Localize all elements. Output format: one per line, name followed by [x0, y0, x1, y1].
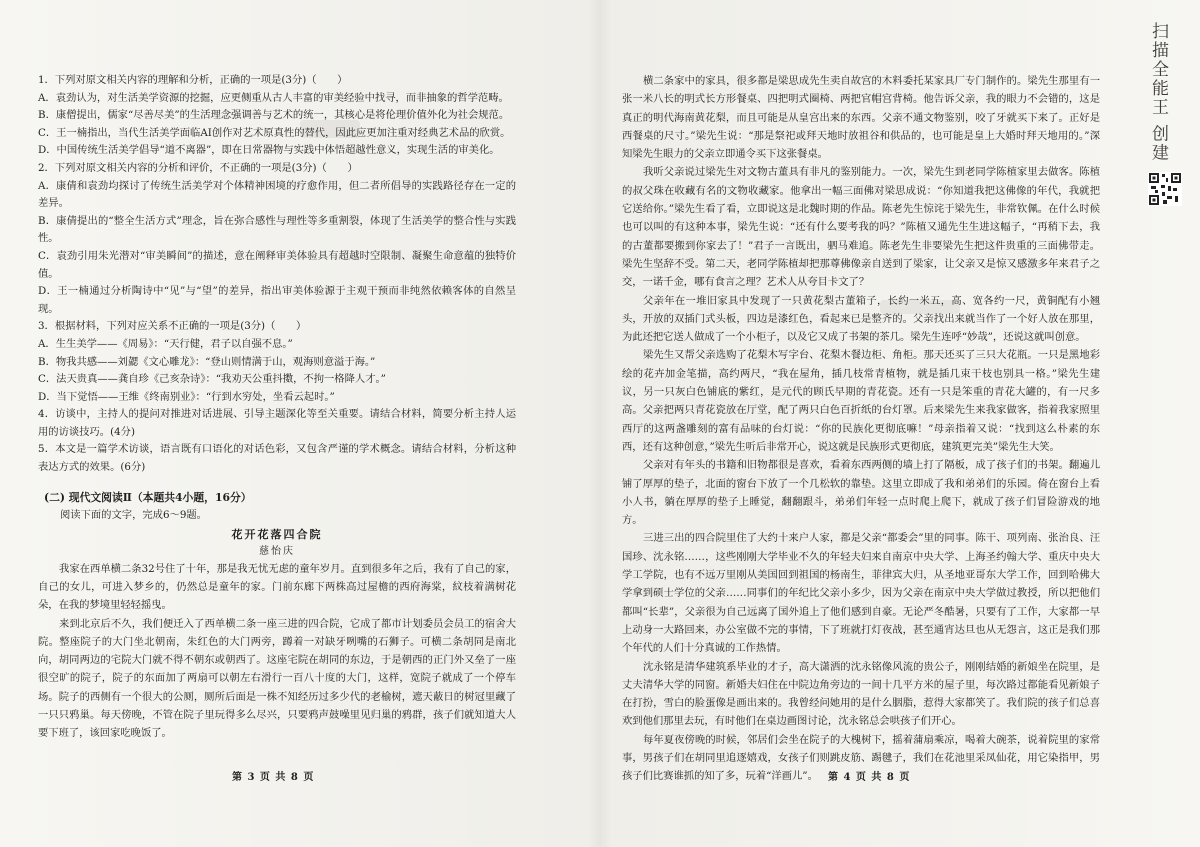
page-3	[38, 72, 516, 743]
passage-paragraph: 沈永铭是清华建筑系毕业的才子，高大潇洒的沈永铭像风流的贵公子，刚刚结婚的新娘坐在院里，是丈夫清华大学的同窗。新婚夫妇住在中院边角旁边的一间十几平方米的屋子里，每次路过都能看见新娘子在打扮，雪白的脸蛋像是画出来的。我曾经问她用的是什么胭脂，惹得大家都笑了。我们院的孩子们总喜欢到他们那里去玩，有时他们在桌边画图讨论，沈永铭总会哄孩子们开心。	[622, 660, 1100, 728]
passage-author: 慈怡庆	[259, 545, 295, 557]
question-2-option-d: D．王一楠通过分析陶诗中“见”与“望”的差异，指出审美体验源于主观干预而非纯然依赖客体的自然呈现。	[38, 285, 516, 315]
question-3-option-a: A．生生美学——《周易》：“天行健，君子以自强不息。”	[38, 337, 293, 350]
passage-title: 花开花落四合院	[231, 527, 323, 541]
question-3-option-c: C．法天贵真——龚自珍《己亥杂诗》：“我劝天公重抖擞，不拘一格降人才。”	[38, 373, 386, 386]
page-number: 第 4 页 共 8 页	[828, 772, 911, 783]
section-instruction: 阅读下面的文字，完成6～9题。	[60, 508, 207, 521]
passage-paragraph: 来到北京后不久，我们便迁入了西单横二条一座三进的四合院，它成了都市计划委员会员工的宿舍大院。整座院子的大门坐北朝南，朱红色的大门两旁，蹲着一对缺牙咧嘴的石狮子。可横二条胡同是南北向，胡同两边的宅院大门就不得不朝东或朝西了。这座宅院在胡同的东边，于是朝西的正门外又垒了一座很空旷的院子，院子的东面加了两扇可以朝左右滑行一百八十度的大门，这样，宽院子就成了一个停车场。院子的西侧有一个很大的公厕，厕所后面是一株不知经历过多少代的老榆树，遮天蔽日的树冠里藏了一只只鸦巢。每天傍晚，不管在院子里玩得多么尽兴，只要鸦声鼓噪里见归巢的鸦群，孩子们就知道大人要下班了，该回家吃晚饭了。	[38, 617, 516, 740]
question-2-stem: 2．下列对原文相关内容的分析和评价，不正确的一项是(3分)（ ）	[38, 161, 358, 174]
question-1-option-d: D．中国传统生活美学倡导“道不离器”，即在日常器物与实践中体悟超越性意义，实现生活的审美化。	[38, 144, 500, 157]
question-3-option-b: B．物我共感——刘勰《文心雕龙》：“登山则情满于山，观海则意溢于海。”	[38, 355, 376, 368]
page-number: 第 3 页 共 8 页	[232, 772, 315, 783]
question-1-option-b: B．康僧提出，儒家“尽善尽美”的生活理念强调善与艺术的统一，其核心是将伦理价值外化为社会规范。	[38, 109, 510, 122]
passage-paragraph: 我家在西单横二条32号住了十年，那是我无忧无虑的童年岁月。直到很多年之后，我有了自己的家，自己的女儿，可进入梦乡的，仍然总是童年的家。门前东廊下两株高过屋檐的西府海棠，紋枝着满树花朵，在我的梦境里轻轻摇曳。	[38, 562, 516, 612]
question-5: 5．本文是一篇学术访谈，语言既有口语化的对话色彩，又包含严谨的学术概念。请结合材料，分析这种表达方式的效果。(6分)	[38, 443, 516, 474]
question-3-option-d: D．当下觉悟——王维《终南别业》：“行到水穷处，坐看云起时。”	[38, 390, 335, 403]
question-list	[38, 72, 516, 477]
question-2-option-b: B．康倩提出的“整全生活方式”理念，旨在弥合感性与理性等多重割裂，体现了生活美学的整合性与实践性。	[38, 214, 516, 245]
question-1-stem: 1．下列对原文相关内容的理解和分析，正确的一项是(3分)（ ）	[38, 74, 348, 86]
question-1-option-a: A．袁劲认为，对生活美学资源的挖掘，应更侧重从古人丰富的审美经验中找寻，而非抽象的哲学范畴。	[38, 91, 509, 104]
question-1-option-c: C．王一楠指出，当代生活美学面临AI创作对艺术原真性的替代，因此应更加注重对经典艺术品的欣赏。	[38, 126, 511, 139]
passage-paragraph: 父亲年在一堆旧家具中发现了一只黄花梨古董箱子，长约一米五，高、宽各约一尺，黄铜配有小翘头，开放的双插门式头板，四边是漆红色，看起来已是整齐的。父亲找出来就当作了一个好人放在那里，为此还把它送人做成了一个小柜子，以及它又成了书架的茶几。梁先生连呼“妙哉”，还说这就叫创意。	[622, 294, 1100, 344]
question-2-option-a: A．康倩和袁劲均探讨了传统生活美学对个体精神困境的疗愈作用，但二者所倡导的实践路径存在一定的差异。	[38, 179, 516, 210]
section-heading: (二) 现代文阅读Ⅱ（本题共4小题，16分）	[44, 490, 252, 504]
page-4	[622, 72, 1100, 786]
question-4: 4．访谈中，主持人的提问对推进对话进展、引导主题深化等至关重要。请结合材料，简要分析主持人运用的访谈技巧。(4分)	[38, 408, 516, 438]
passage-paragraph: 父亲对有年头的书籍和旧物都很是喜欢，看着东西两侧的墙上打了隔板，成了孩子们的书架。翻遍儿铺了厚厚的垫子，北面的窗台下放了一个几松软的靠垫。这里立即成了我和弟弟们的乐园。倚在窗台上看小人书，躺在厚厚的垫子上睡觉，翻翻跟斗，弟弟们年轻一点时爬上爬下，就成了孩子们冒险游戏的地方。	[622, 459, 1100, 527]
passage-paragraph: 每年夏夜傍晚的时候，邻居们会坐在院子的大槐树下，摇着蒲扇乘凉，喝着大碗茶，说着院里的家常事，男孩子们在胡同里追逐嬉戏，女孩子们则跳皮筋、踢毽子，我们在花池里采凤仙花，用它染指甲，男孩子们比赛谁抓的知了多，玩着“洋画儿”。	[622, 733, 1100, 783]
passage-paragraph: 横二条家中的家具，很多都是梁思成先生卖自故宫的木料委托某家具厂专门制作的。梁先生那里有一张一米八长的明式长方形餐桌、四把明式圈椅、两把官帽宫背椅。他告诉父亲，我的眼力不会错的，这是真正的明代海南黄花梨，而且可能是从皇宫出来的东西。父亲不通文物鉴别，咬了牙就买下来了。正好是西餐桌的尺寸。”梁先生说：“那是祭祀或拜天地时放祖谷和供品的，也可能是皇上大婚时拜天地用的。”深知梁先生眼力的父亲立即通令买下这张餐桌。	[622, 75, 1100, 161]
qr-code-icon	[1148, 172, 1182, 206]
watermark-text: 扫描全能王 创建	[1148, 22, 1168, 163]
question-2-option-c: C．袁劲引用朱光潜对“审美瞬间”的描述，意在阐释审美体验具有超越时空限制、凝聚生命意蕴的独特价值。	[38, 249, 516, 280]
question-3-stem: 3．根据材料，下列对应关系不正确的一项是(3分)（ ）	[38, 320, 307, 333]
passage-paragraph: 梁先生又帮父亲选购了花梨木写字台、花梨木餐边柜、角柜。那天还买了三只大花瓶。一只是黑地彩绘的花卉加金笔描，高约两尺，“我在屋角，插几枝常青植物，就是插几束干枝也别具一格。”梁先生建议，另一只灰白色铺底的紫红，是元代的顾氏早期的青花瓷。还有一只是笨重的青花大罐的，有一尺多高。父亲把两只青花瓷放在厅堂，配了两只白色百折纸的台灯罩。后来梁先生来我家做客，指着我家照里西厅的这两盏雕刻的富有品味的台灯说：“你的民族化更彻底嘛！”母亲指着又说：“找到这么朴素的东西，还有这种创意，”梁先生听后非常开心，说这就是民族形式更彻底，建筑更完美”梁先生大笑。	[622, 349, 1100, 453]
passage-paragraph: 我听父亲说过梁先生对文物古董具有非凡的鉴别能力。一次，梁先生到老同学陈植家里去做客。陈植的叔父珠在收藏有名的文物收藏家。他拿出一幅三面佛对梁思成说：“你知道我把这佛像的年代，我就把它送给你。”梁先生看了看，立即说这是北魏时期的作品。陈老先生惊诧于梁先生，非常钦佩。在什么时候也可以叫的有这种本事，梁先生说：“还有什么要考我的吗？”陈植又通先生生进这幅子，“再稍下去，我的古董都要搬到你家去了！”君子一言既出，驷马难追。陈老先生非要梁先生把这件贵重的三面佛带走。梁先生坚辞不受。第二天，老同学陈植却把那尊佛像亲自送到了梁家，让父亲又是惊又感激多年来君子之交，一诺千金，哪有食言之理？艺术人从夸目卡文了？	[622, 166, 1100, 289]
passage-paragraph: 三进三出的四合院里住了大约十来户人家，都是父亲“都委会”里的同事。陈干、项列南、张治良、汪国珍、沈永铭……，这些刚刚大学毕业不久的年轻夫妇来自南京中央大学、上海圣约翰大学、重庆中央大学工学院，也有不远万里刚从美国回到祖国的杨南生，菲律宾大归，从圣地亚哥东大学工作，回到哈佛大学拿到硕士学位的父亲……同事们的年纪比父亲小多少，因为父亲在南京中央大学做过教授，所以把他们都叫“长辈”，父亲很为自己远离了国外追上了他们感到自豪。无论严冬酷暑，只要有了工作，大家都一早上动身一大路回来，办公室做不完的事情，下了班就打灯夜战，甚至通宵达旦也从无怨言，这正是我们那个年代的人们十分真诚的工作热情。	[622, 532, 1100, 655]
